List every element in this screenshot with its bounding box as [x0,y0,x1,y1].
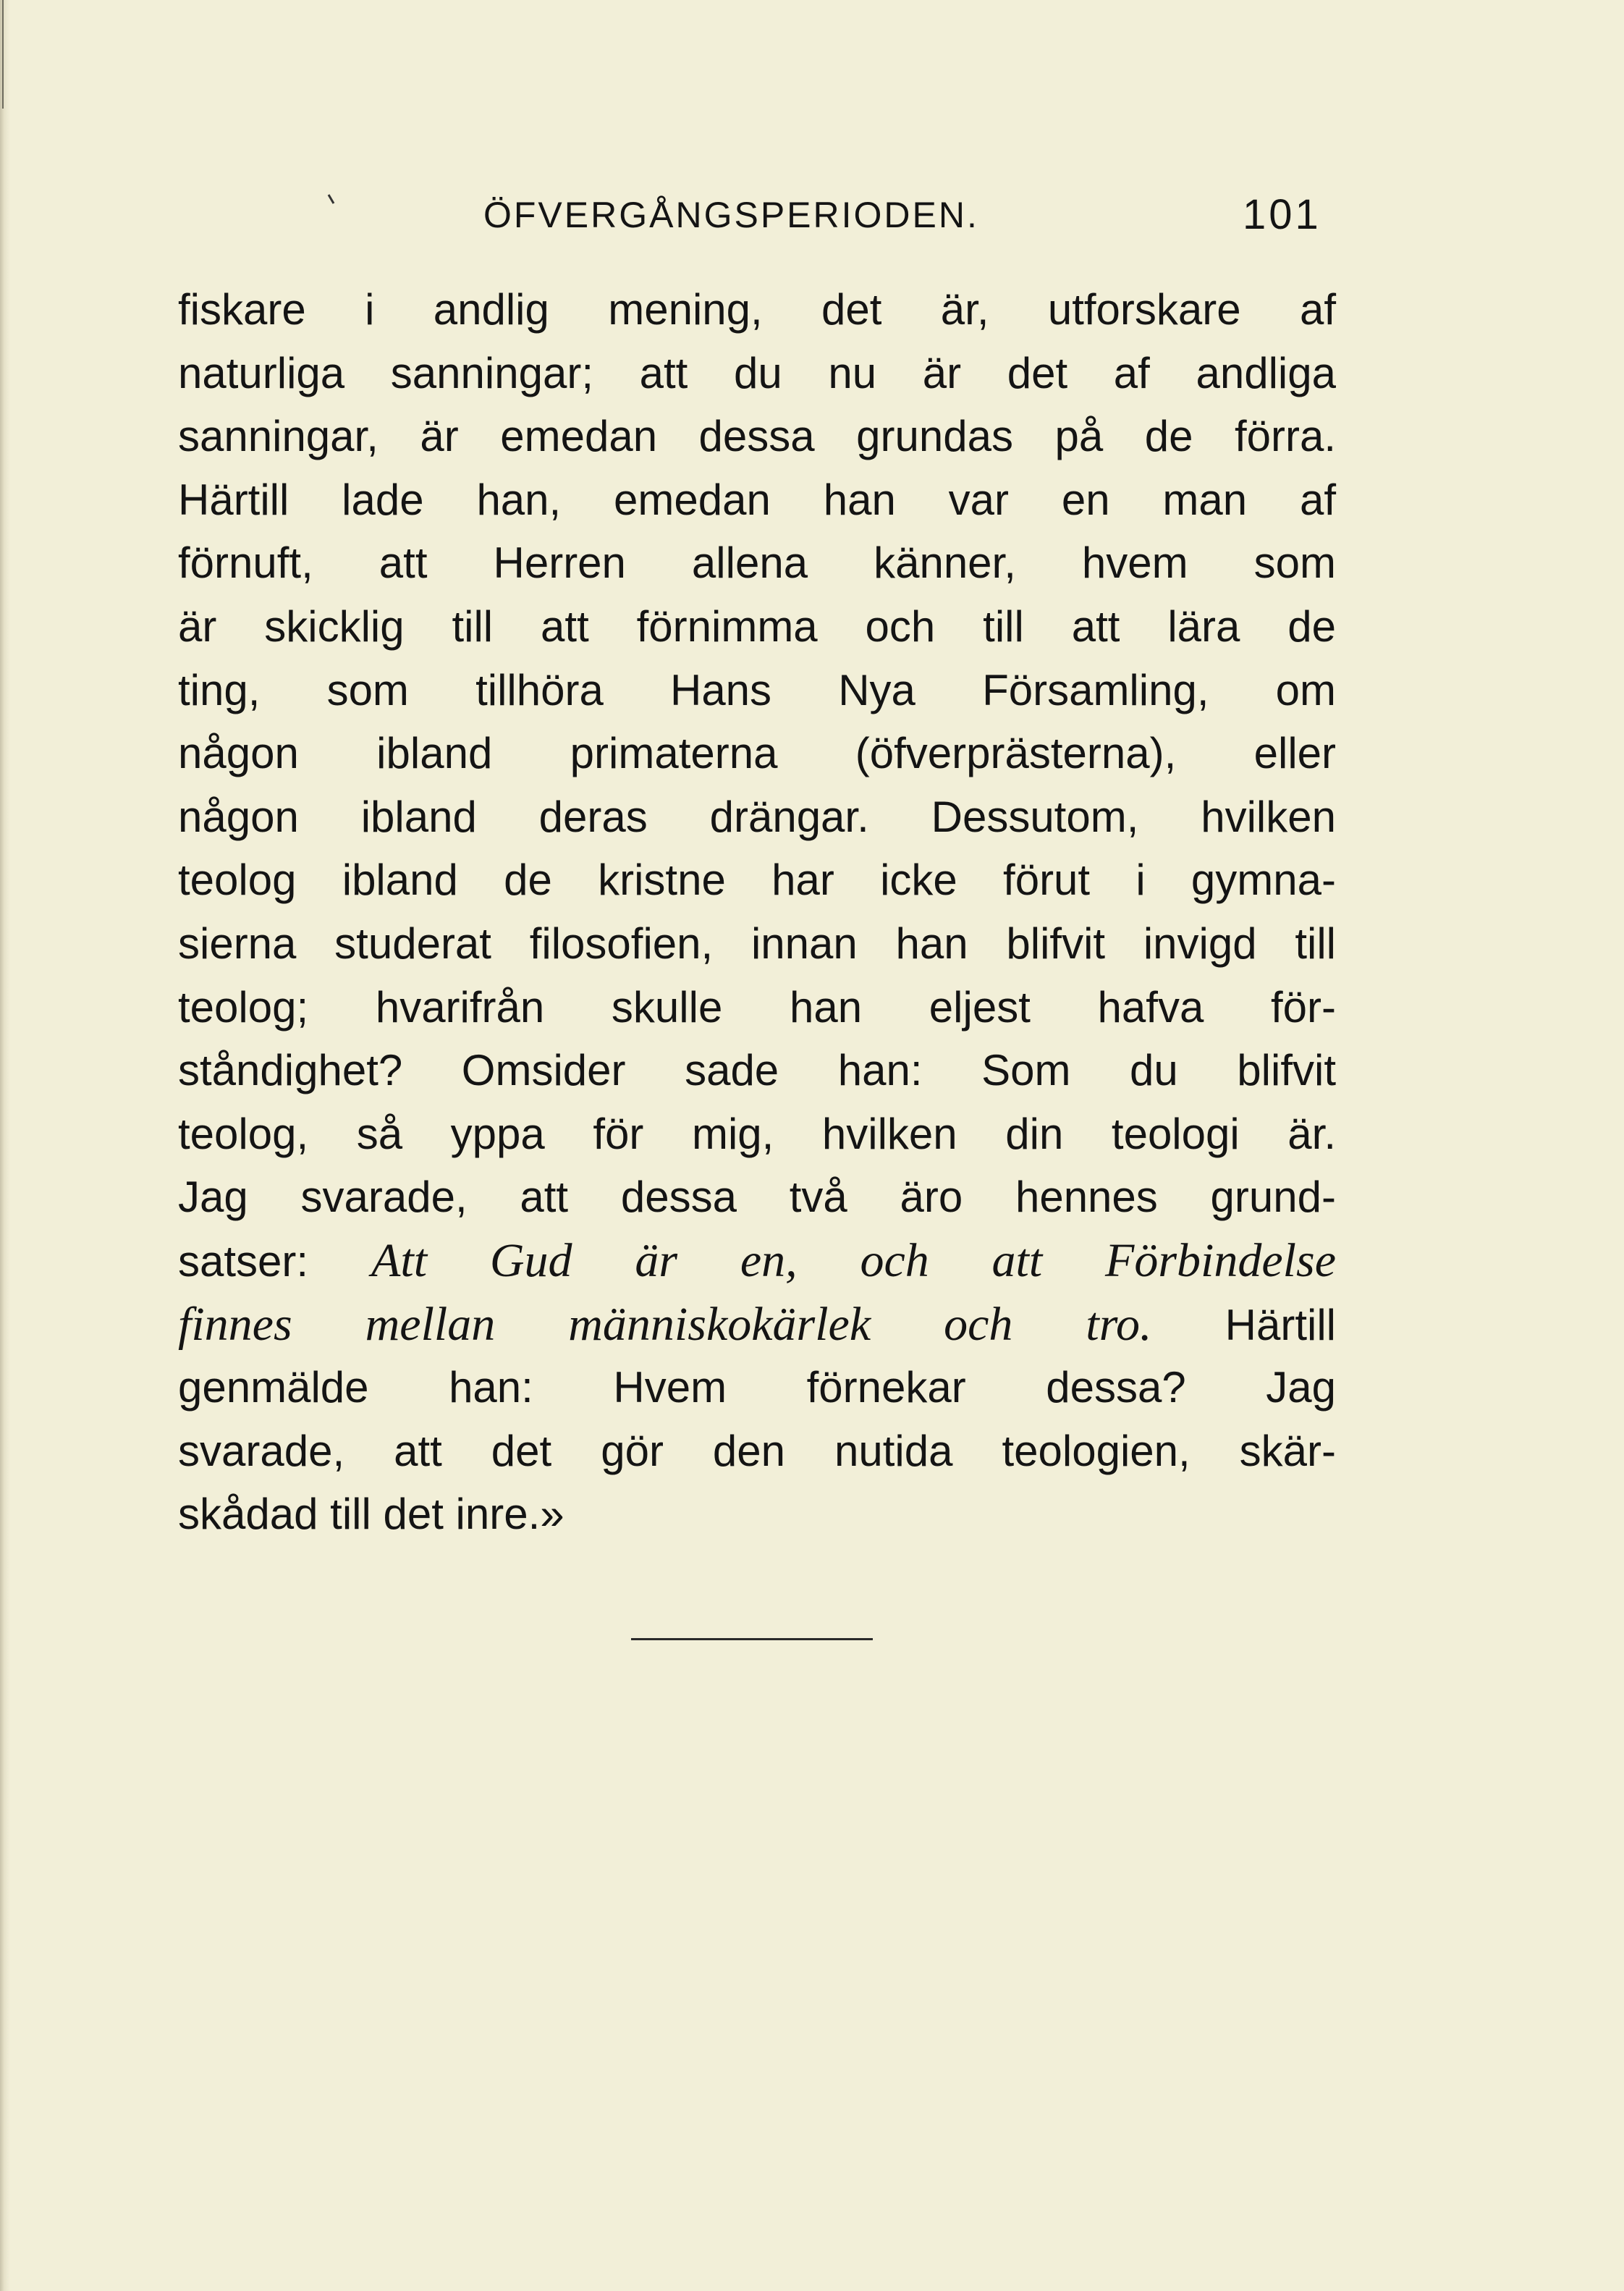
text-span: är skicklig till att förnimma och till att lära de [178,602,1336,651]
text-line [178,1165,1336,1229]
text-span: teolog; hvarifrån skulle han eljest hafva för- [178,982,1336,1031]
text-line [178,1419,1336,1483]
text-line [178,659,1336,722]
text-line [178,1293,1336,1357]
text-span: svarade, att det gör den nutida teologien, skär- [178,1426,1336,1475]
text-span: Jag svarade, att dessa två äro hennes grund- [178,1173,1336,1222]
text-line [178,595,1336,659]
text-span: Härtill [1151,1300,1337,1349]
page-number: 101 [1243,191,1321,238]
text-line [178,1229,1336,1293]
text-span: sanningar, är emedan dessa grundas på de förra. [178,412,1336,461]
body-text [178,278,1336,1546]
text-line [178,1482,1336,1546]
text-span: teolog ibland de kristne har icke förut i gymna- [178,856,1336,905]
text-line [178,468,1336,532]
italic-text: Att Gud är en, och att Förbindelse [371,1233,1336,1287]
print-mark [328,194,335,204]
text-line [178,531,1336,595]
italic-text: finnes mellan människokärlek och tro. [178,1297,1152,1351]
text-span: genmälde han: Hvem förnekar dessa? Jag [178,1363,1336,1412]
text-span: någon ibland deras drängar. Dessutom, hvilken [178,792,1336,841]
running-head: ÖFVERGÅNGSPERIODEN. [483,195,979,235]
text-span: naturliga sanningar; att du nu är det af andliga [178,348,1336,397]
text-line [178,405,1336,468]
text-line [178,848,1336,912]
text-span: ting, som tillhöra Hans Nya Församling, om [178,665,1336,714]
text-line [178,976,1336,1039]
text-line [178,722,1336,785]
text-span: satser: [178,1236,372,1286]
text-line [178,1356,1336,1419]
page-edge-shadow [2,0,4,109]
text-span: teolog, så yppa för mig, hvilken din teologi är. [178,1109,1336,1158]
text-line [178,1039,1336,1102]
text-span: ståndighet? Omsider sade han: Som du blifvit [178,1046,1336,1095]
text-span: någon ibland primaterna (öfverprästerna), eller [178,729,1336,778]
text-span: fiskare i andlig mening, det är, utforskare af [178,285,1336,334]
text-line [178,1102,1336,1166]
text-span: förnuft, att Herren allena känner, hvem som [178,539,1336,588]
page-header [0,190,1624,240]
text-line [178,342,1336,405]
text-line [178,278,1336,342]
text-line [178,785,1336,849]
text-span: skådad till det inre.» [178,1490,564,1539]
text-line [178,912,1336,976]
text-span: Härtill lade han, emedan han var en man af [178,475,1336,524]
page-edge [0,0,10,2291]
text-span: sierna studerat filosofien, innan han blifvit invigd till [178,919,1336,968]
end-rule [631,1638,873,1640]
